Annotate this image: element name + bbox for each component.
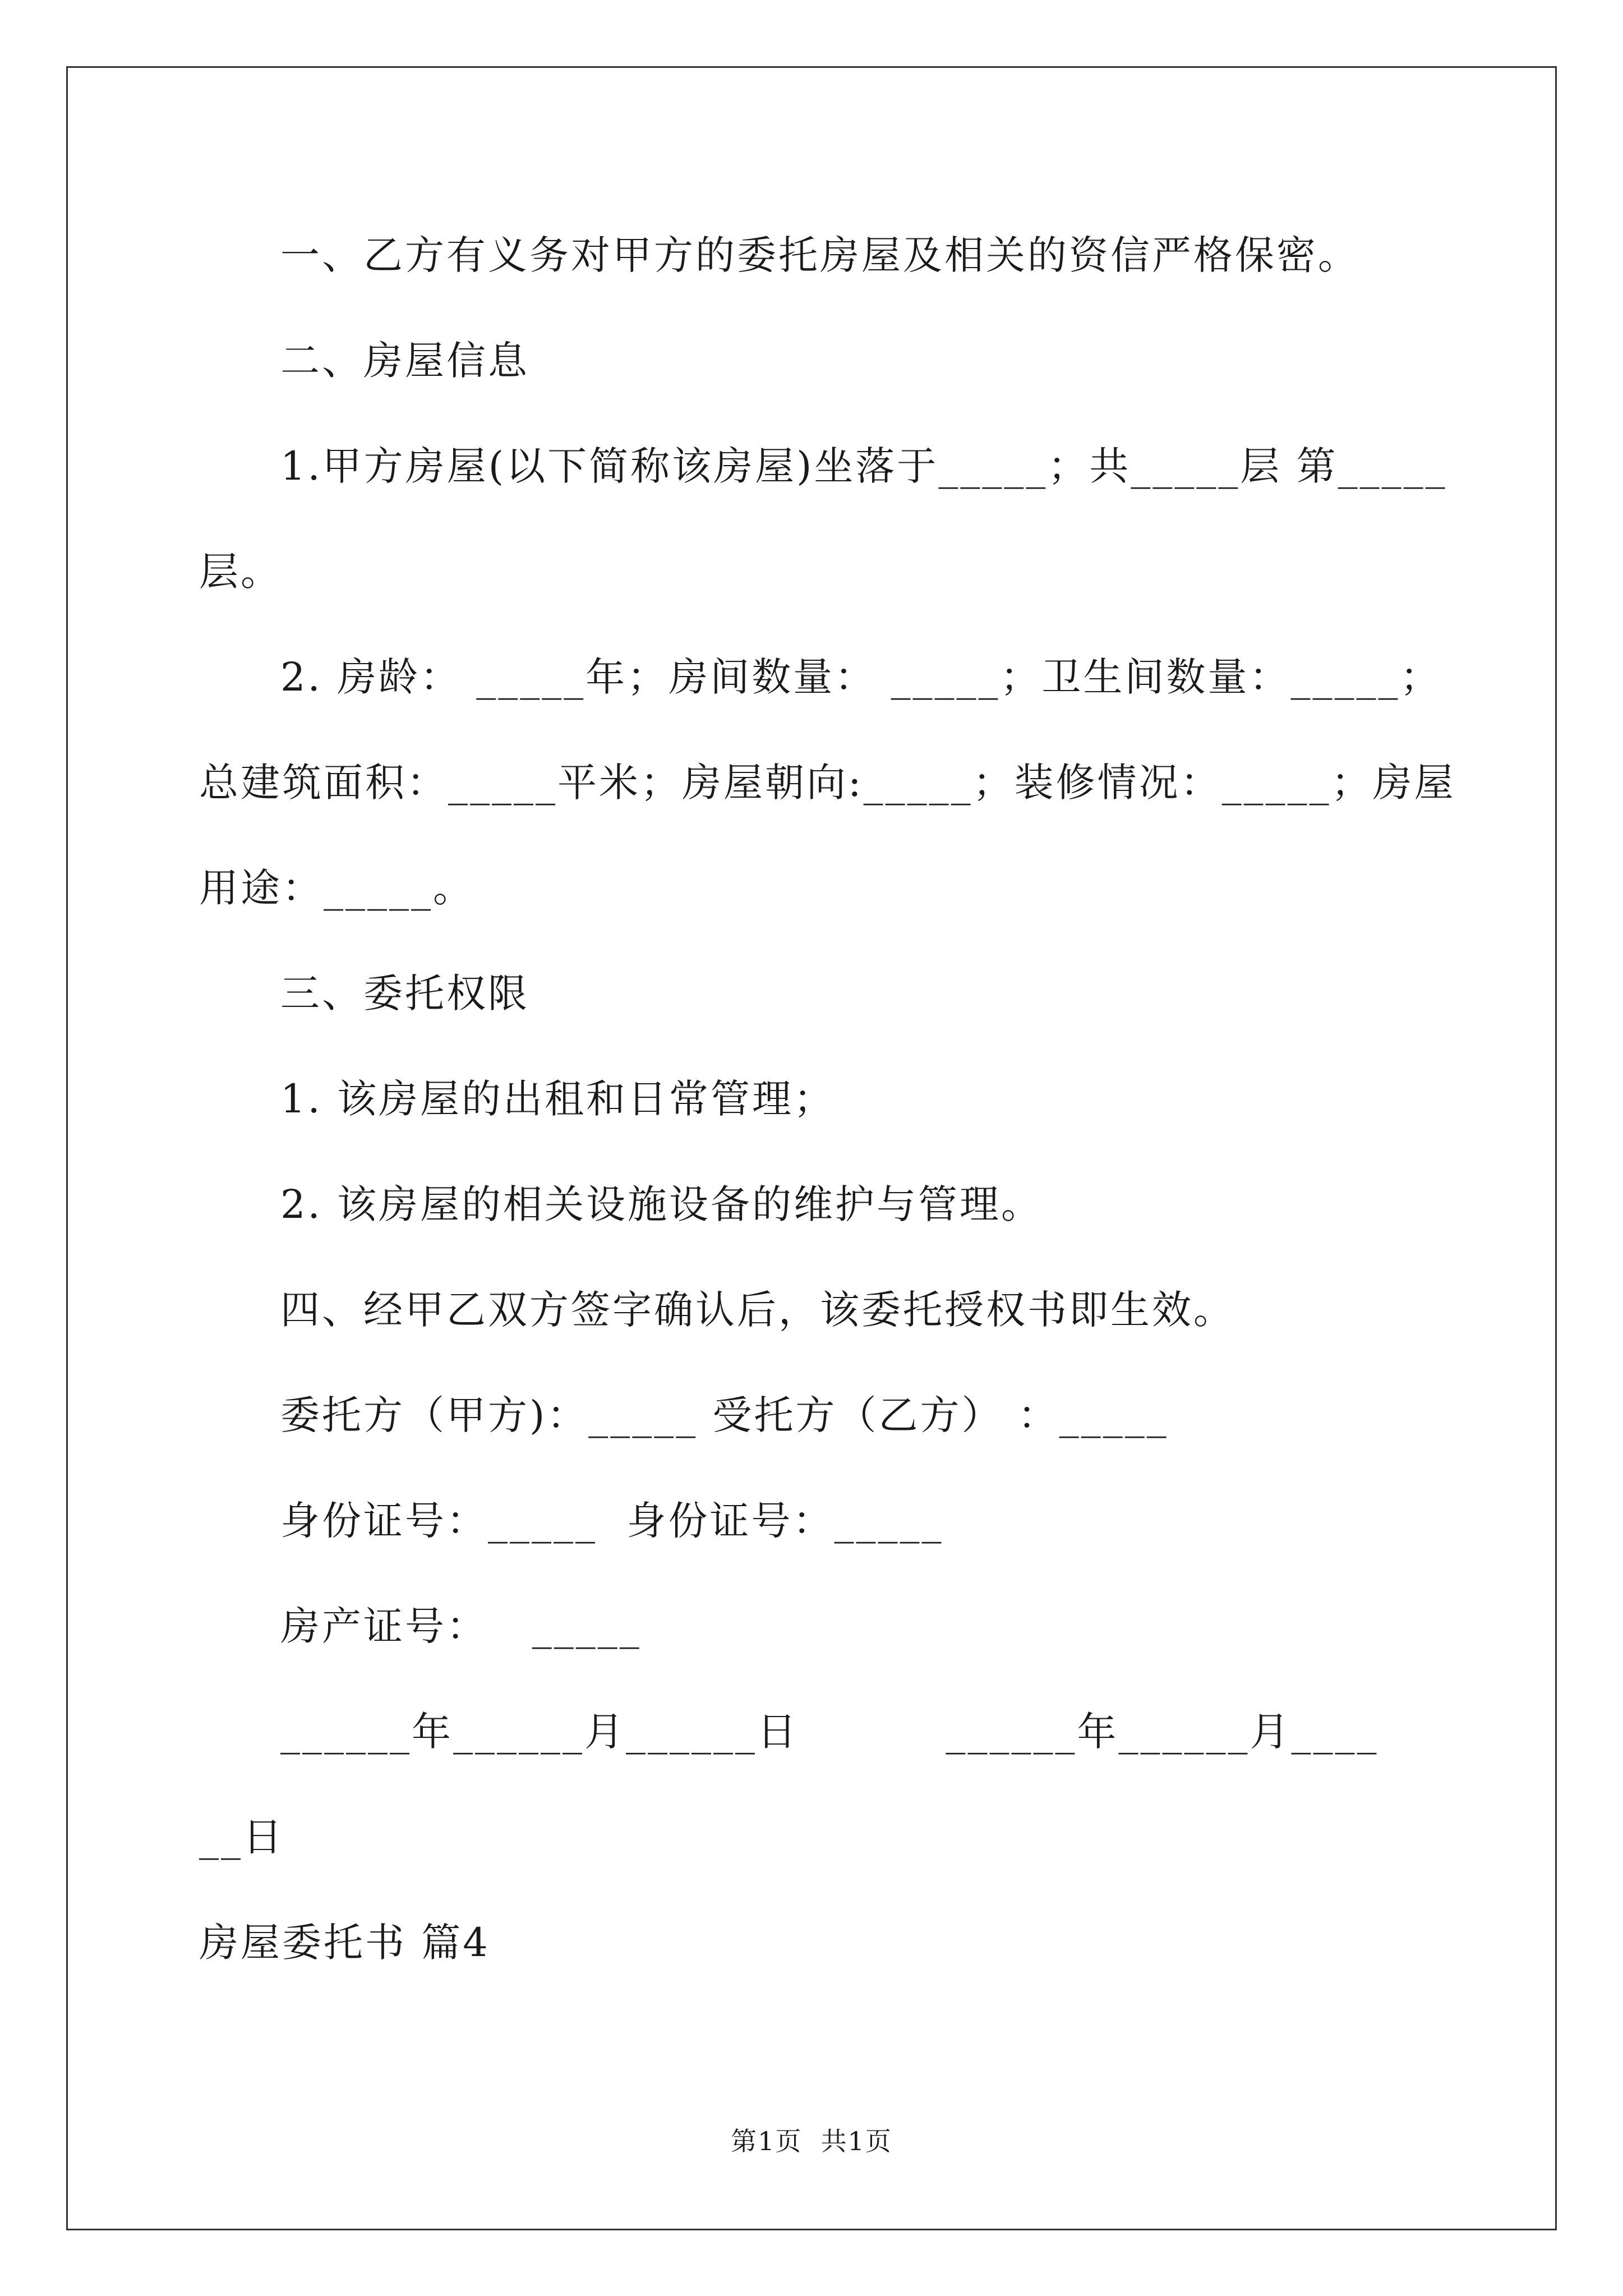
- id-number-line: 身份证号：_____ 身份证号：_____: [280, 1498, 944, 1544]
- house-location-line: 1.甲方房屋(以下简称该房屋)坐落于_____；共_____层 第_____: [280, 443, 1447, 489]
- section-heading-authority: 三、委托权限: [280, 970, 529, 1016]
- house-usage-line: 用途：_____。: [199, 865, 474, 911]
- next-section-title: 房屋委托书 篇4: [199, 1920, 490, 1966]
- clause-effective: 四、经甲乙双方签字确认后，该委托授权书即生效。: [280, 1287, 1235, 1333]
- page-border: [66, 66, 1557, 2230]
- property-cert-line: 房产证号： _____: [280, 1603, 642, 1649]
- section-heading-house-info: 二、房屋信息: [280, 338, 529, 384]
- page-footer: 第1页 共1页: [731, 2126, 892, 2156]
- house-details-line-cont: 总建筑面积：_____平米；房屋朝向:_____；装修情况：_____；房屋: [199, 760, 1456, 806]
- house-details-line: 2. 房龄： _____年；房间数量： _____；卫生间数量：_____；: [280, 654, 1442, 700]
- authority-item-1: 1. 该房屋的出租和日常管理；: [280, 1076, 836, 1122]
- clause-confidentiality: 一、乙方有义务对甲方的委托房屋及相关的资信严格保密。: [280, 232, 1359, 278]
- date-line-cont: __日: [199, 1814, 284, 1860]
- house-location-line-cont: 层。: [199, 549, 282, 595]
- date-line: ______年______月______日 ______年______月____: [280, 1709, 1379, 1755]
- parties-line: 委托方（甲方)：_____ 受托方（乙方） ：_____: [280, 1392, 1169, 1438]
- authority-item-2: 2. 该房屋的相关设施设备的维护与管理。: [280, 1181, 1043, 1227]
